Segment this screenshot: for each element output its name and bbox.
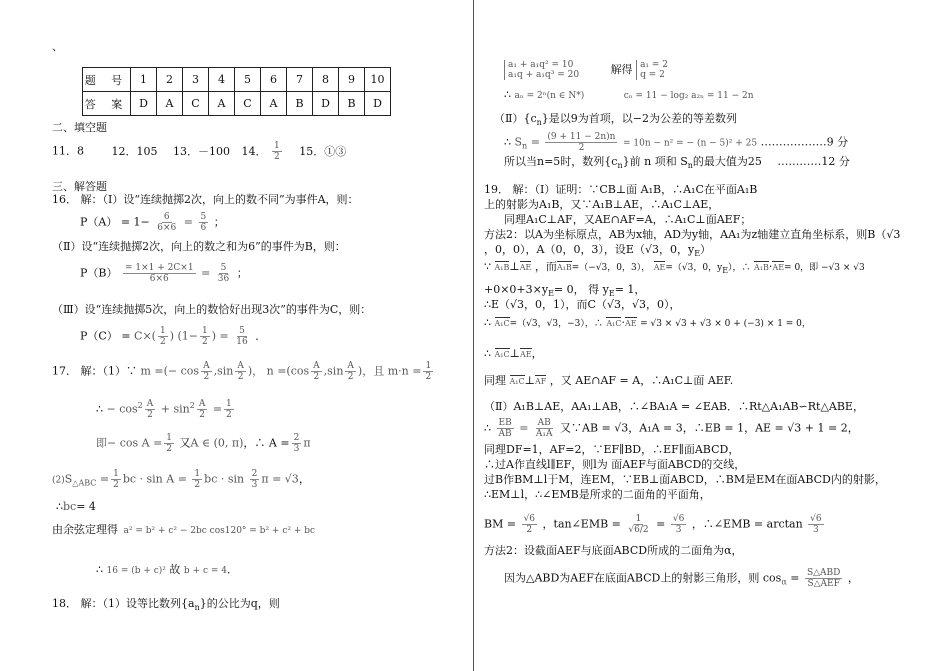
answer-cell: D — [365, 92, 391, 116]
section-2-title: 二、填空题 — [52, 121, 107, 134]
answer-cell: C — [235, 92, 261, 116]
answer-cell: A — [209, 92, 235, 116]
question-number: 4 — [209, 68, 235, 92]
q17-line-2: ∴ − $\cos^2$ $\frac{A}{2}$ + $\sin^2$ $\frac{A}{2}$ = $\frac{1}{2}$ — [96, 399, 232, 421]
r-part2-proof-6: ∴EM⊥l，∴∠EMB是所求的二面角的平面角， — [484, 488, 711, 501]
r-vector-line-2: $+0\times 0+3\times y_E= 0$， 得 $y_E= 1$， — [484, 283, 646, 299]
r-method2-line: 方法2：设截面AEF与底面ABCD所成的二面角为α， — [484, 544, 743, 557]
fill-13: 13．－100 — [173, 144, 230, 158]
fill-12: 12．105 — [111, 144, 158, 158]
answer-cell: D — [313, 92, 339, 116]
question-number: 3 — [183, 68, 209, 92]
q16-pc: P（C） = C×( $\frac{1}{2}$ ) (1− $\frac{1}{2}$ ) = $\frac{5}{16}$ ． — [80, 326, 267, 347]
q18-line: 18． 解：（1）设等比数列$\{a_n\}$的公比为q，则 — [52, 597, 280, 613]
q16-pb: P（B） $\frac{= 1\times 1 + 2C\times 1}{6\times 6}$ = $\frac{5}{36}$ ； — [80, 263, 248, 284]
answer-cell: B — [339, 92, 365, 116]
r-vector-line-1: ∵ A₁B⊥AE ，而A₁B=（−√3，0，3）， AE=（√3，0，$y_E$），∴ A₁B·AE= 0，即 −√3 × √3 — [484, 260, 865, 276]
fill-14-fraction: $\frac{1}{2}$ — [274, 141, 280, 162]
answer-cell: A — [261, 92, 287, 116]
r-part2-proof-4: ∴过A作直线l∥EF，则l为 面AEF与面ABCD的交线， — [484, 458, 746, 471]
answer-cell: A — [157, 92, 183, 116]
question-number: 10 — [365, 68, 391, 92]
r-part2-proof-2: ∴ $\frac{EB}{AB}$ = $\frac{AB}{\text{A₁A}}$ 又∵AB = √3，A₁A = 3，∴EB = 1，AE = √3 + 1 = 2， — [484, 418, 859, 439]
corner-mark: 、 — [52, 40, 63, 53]
question-number: 1 — [131, 68, 157, 92]
r-system-line: a₁ + a₁q² = 10 a₁q + a₁q³ = 20 解得 a₁ = 2 q = 2 — [504, 60, 668, 80]
r-part2-proof-1: （Ⅱ）A₁B⊥AE，AA₁⊥AB，∴∠BA₁A = ∠EAB．∴Rt△A₁AB∽Rt△ABE， — [484, 400, 864, 413]
r-vector-line-5: ∴ A₁C⊥AE， — [484, 347, 543, 360]
answer-table-header-row — [83, 68, 391, 92]
column-divider — [473, 0, 474, 671]
r-part2-proof-7: BM = $\frac{√6}{2}$ ，tan∠EMB = $\frac{1}{√6/2}$ = $\frac{√6}{3}$ ，∴∠EMB = arctan $\frac{√6}{3}$ — [484, 514, 822, 535]
r-part2-proof-3: 同理DF=1，AF=2，∵EF∥BD，∴EF∥面ABCD， — [484, 443, 740, 456]
q16-iii: （Ⅲ）设“连续抛掷5次，向上的数恰好出现3次”的事件为C，则： — [52, 303, 372, 316]
q17-bc-line: ∴bc= 4 — [56, 500, 96, 513]
r-q19-line-5: ，0，0），A（0，0，3），设E（√3，0，$y_E$） — [484, 243, 712, 259]
question-number: 6 — [261, 68, 287, 92]
fill-14: 14． — [241, 144, 267, 158]
fill-11: 11．8 — [52, 144, 84, 158]
r-vector-line-6: 同理 A₁C⊥AF ，又 AE∩AF = A，∴A₁C⊥面 AEF. — [484, 374, 734, 387]
fill-15: 15．①③ — [299, 144, 347, 158]
answer-table-answer-row — [83, 92, 391, 116]
q17-line-3: 即− cos A = $\frac{1}{2}$ 又A ∈ (0, π)，∴ A = $\frac{2}{3}$ π — [96, 433, 311, 454]
r-q19-line-3: 同理A₁C⊥AF，又AE∩AF=A，∴A₁C⊥面AEF； — [504, 213, 752, 226]
q16-intro: 16． 解：（Ⅰ）设“连续抛掷2次，向上的数不同”为事件A，则： — [52, 193, 359, 206]
q17-area-line: $(2)S_{\triangle ABC}$ = $\frac{1}{2}$ bc · sin A = $\frac{1}{2}$ bc · sin $\frac{2}{3}$ π = √3， — [52, 469, 310, 490]
r-sum-line: ∴ $S_n$ = $\frac{(9 + 11 - 2n)n}{2}$ = 10n − n² = − (n − 5)² + 25 ………………9 分 — [504, 132, 849, 153]
answer-cell: B — [287, 92, 313, 116]
r-q19-line-4: 方法2：以A为坐标原点，AB为x轴，AD为y轴，AA₁为z轴建立直角坐标系，则B（√3 — [484, 228, 901, 241]
answer-label: 答 案 — [83, 92, 131, 116]
section-3-title: 三、解答题 — [52, 180, 107, 193]
answer-table — [82, 67, 391, 116]
question-number: 5 — [235, 68, 261, 92]
r-part2-proof-5: 过B作BM⊥l于M，连EM，∵EB⊥面ABCD，∴BM是EM在面ABCD内的射影， — [484, 473, 886, 486]
r-vector-line-3: ∴E（√3，0，1），而C（√3，√3，0）， — [484, 298, 681, 311]
question-number: 7 — [287, 68, 313, 92]
r-sequence-formulas: ∴ aₙ = 2ⁿ(n ∈ N*) cₙ = 11 − log₂ a₂ₙ = 11 − 2n — [504, 88, 754, 101]
r-max-line: 所以当n=5时，数列$\{c_n\}$前 n 项和 $S_n$的最大值为25 …………12 分 — [504, 155, 850, 171]
r-vector-line-4: ∴ A₁C=（√3，√3，−3），∴ A₁C·AE = √3 × √3 + √3 × 0 + (−3) × 1 = 0， — [484, 316, 811, 329]
answer-cell: D — [131, 92, 157, 116]
question-number: 9 — [339, 68, 365, 92]
q17-cosine-line: 由余弦定理得 a² = b² + c² − 2bc cos120° = b² + c² + bc — [52, 523, 316, 536]
q16-pa: P（A） = 1− $\frac{6}{6\times 6}$ = $\frac{5}{6}$ ； — [80, 212, 225, 233]
q16-ii: （Ⅱ）设“连续抛掷2次，向上的数之和为6”的事件为B，则： — [52, 240, 346, 253]
fill-answers-line — [52, 141, 346, 162]
r-part2-line: $(Ⅱ)\{c_n\}$是以9为首项，以−2为公差的等差数列 — [494, 112, 738, 128]
q17-line-1: 17． 解：（1）∵ m =(− cos $\frac{A}{2}$ ,sin $\frac{A}{2}$ )， n =(cos $\frac{A}{2}$ ,sin $\frac{A}{2}$ )，且 m·n = $\frac{1}{2}$ — [52, 361, 432, 382]
answer-cell: C — [183, 92, 209, 116]
question-number: 8 — [313, 68, 339, 92]
header-label: 题 号 — [83, 68, 131, 92]
q17-final-line: ∴ 16 = (b + c)² 故 b + c = 4． — [96, 563, 238, 576]
r-q19-line-2: 上的射影为A₁B，又∵A₁B⊥AE，∴A₁C⊥AE， — [484, 198, 720, 211]
r-q19-line-1: 19． 解：（Ⅰ）证明：∵CB⊥面 A₁B，∴A₁C在平面A₁B — [484, 183, 758, 196]
question-number: 2 — [157, 68, 183, 92]
r-projection-line: 因为△ABD为AEF在底面ABCD上的射影三角形，则 $\cos_\alpha$ = $\frac{\text{S△ABD}}{\text{S△AEF}}$ ， — [504, 568, 859, 589]
